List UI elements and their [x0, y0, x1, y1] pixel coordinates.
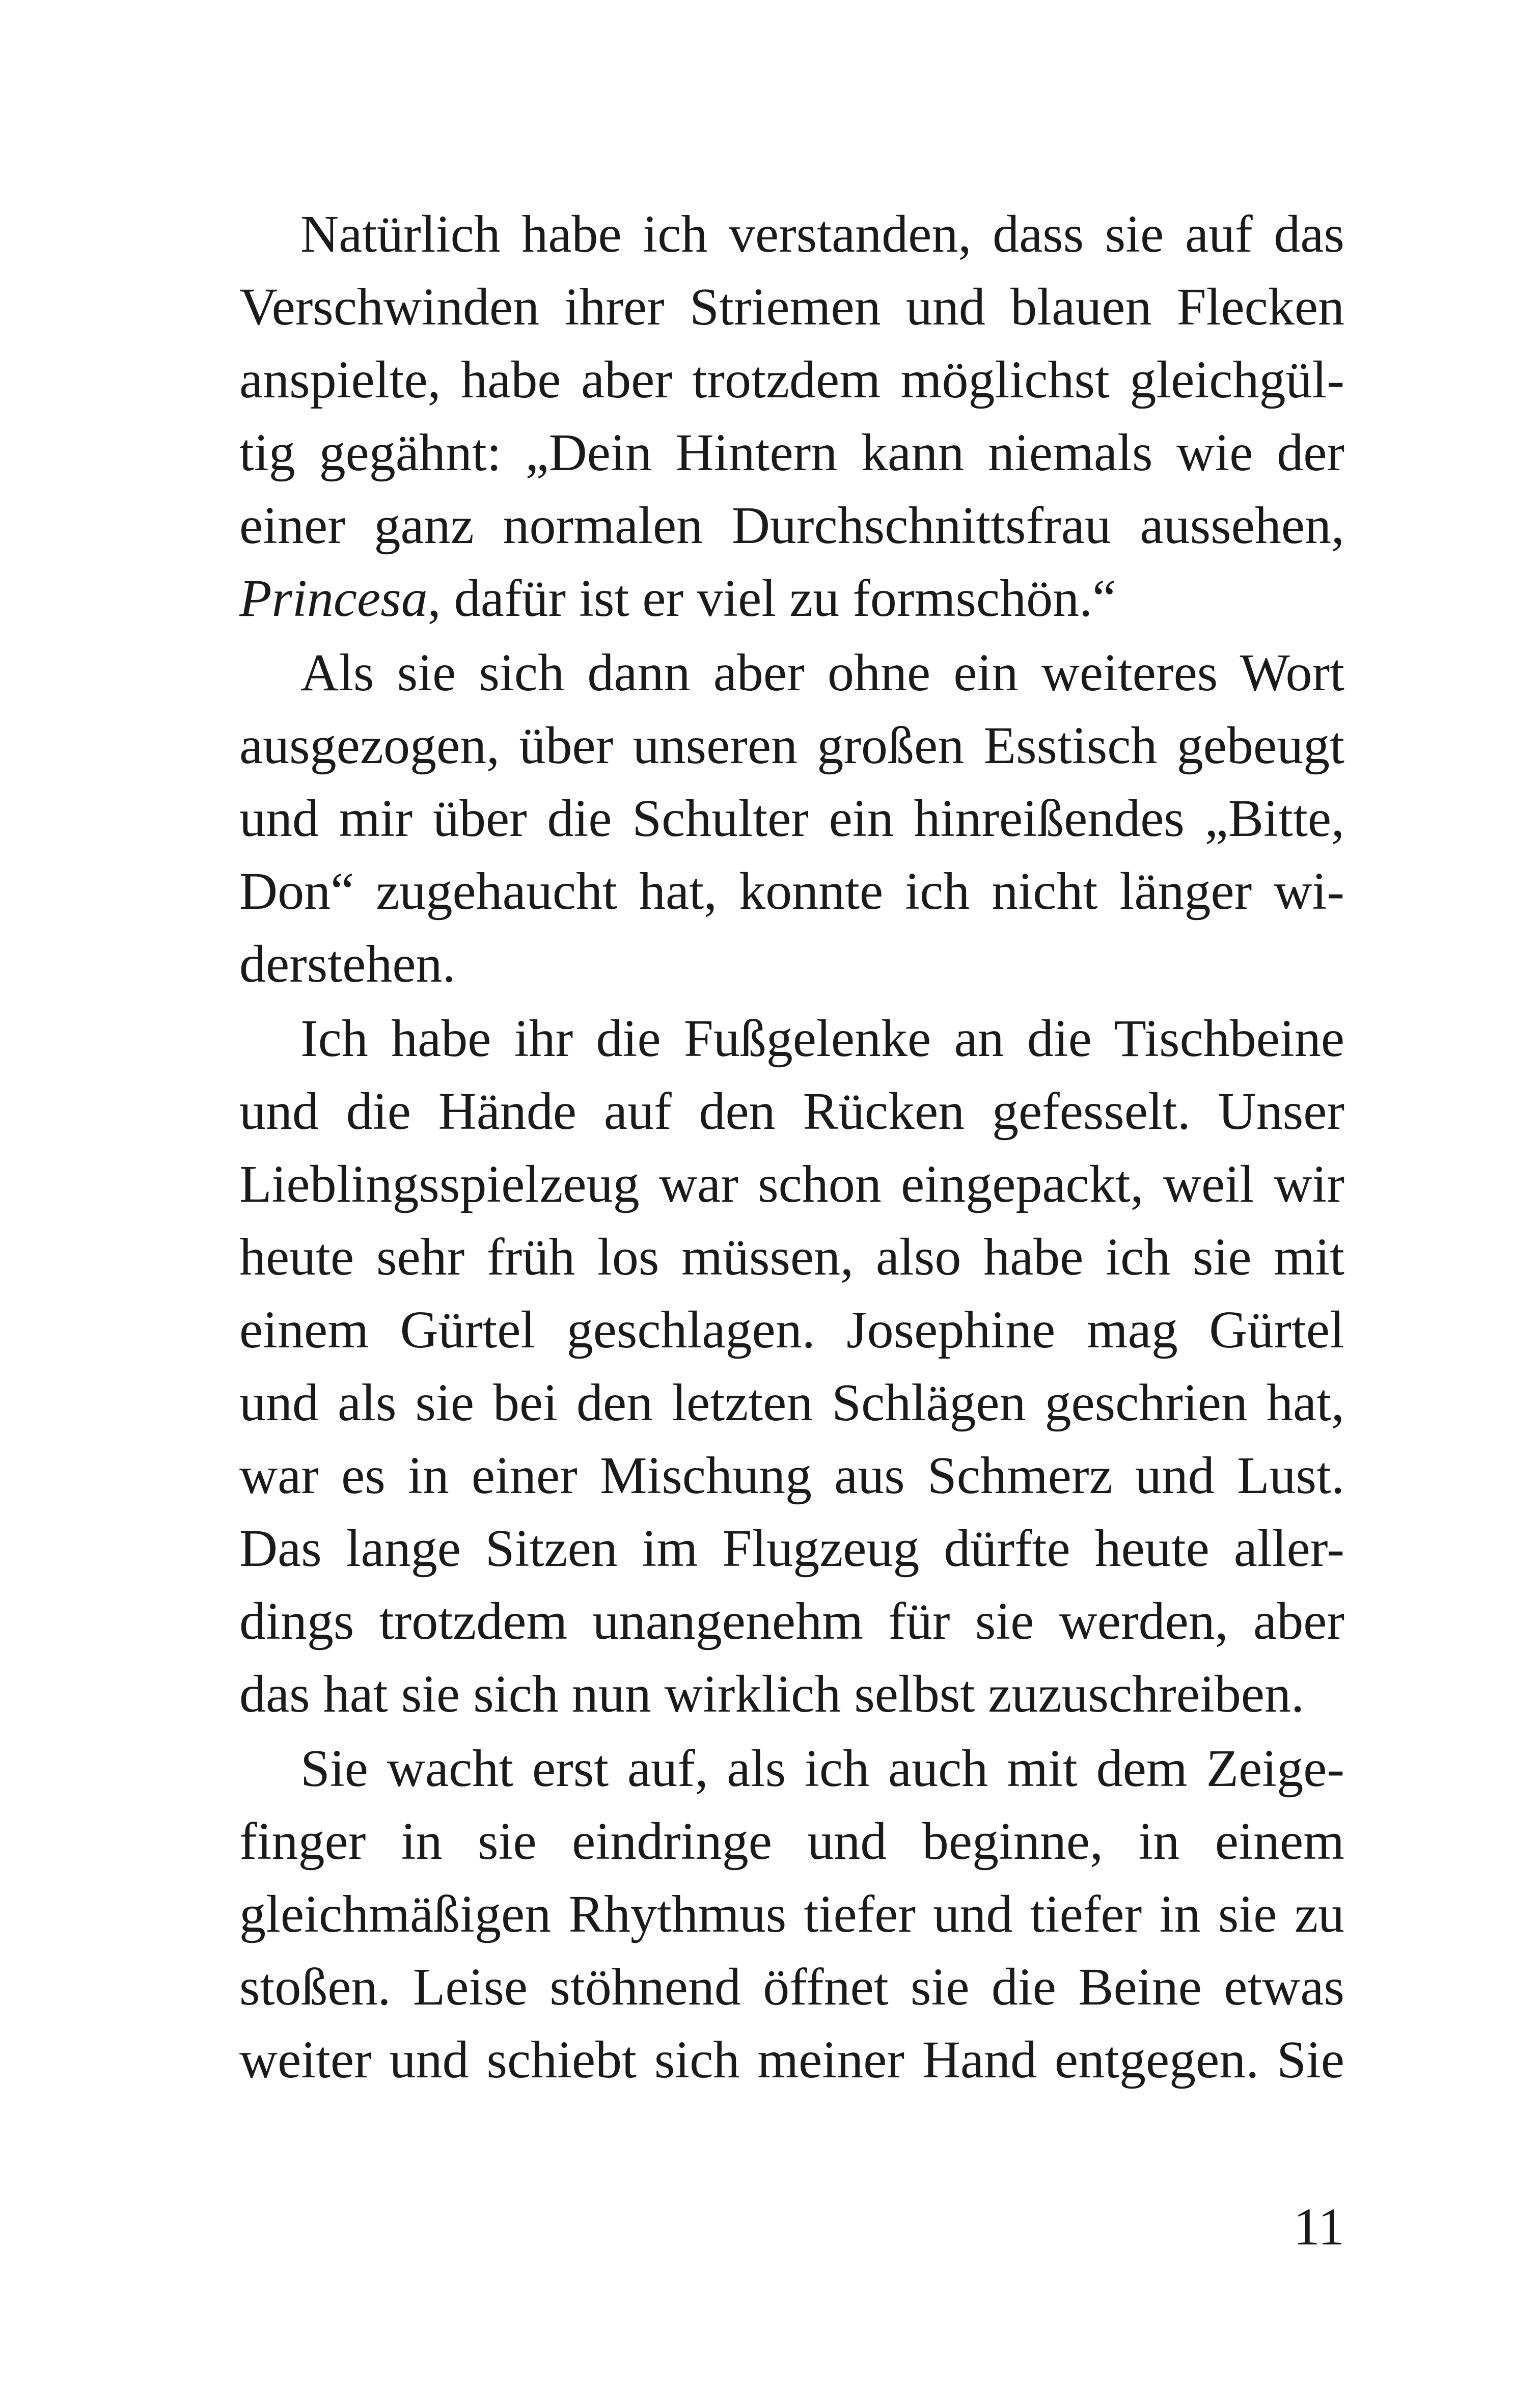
italic-word-princesa: Princesa — [239, 569, 428, 628]
text-line: und mir über die Schulter ein hinreißendes „Bitte, — [239, 789, 1344, 848]
text-line: heute sehr früh los müssen, also habe ich sie mit — [239, 1228, 1344, 1286]
text-line: tig gegähnt: „Dein Hintern kann niemals wie der — [239, 423, 1344, 482]
page-number: 11 — [1293, 2198, 1344, 2256]
text-line: dings trotzdem unangenehm für sie werden, aber — [239, 1592, 1344, 1650]
text-line: Natürlich habe ich verstanden, dass sie auf das — [300, 205, 1344, 263]
text-line: finger in sie eindringe und beginne, in einem — [239, 1812, 1344, 1871]
text-line: gleichmäßigen Rhythmus tiefer und tiefer in sie zu — [239, 1885, 1344, 1943]
text-line: derstehen. — [239, 935, 456, 993]
text-line-rest: , dafür ist er viel zu formschön.“ — [427, 569, 1116, 628]
text-line: und als sie bei den letzten Schlägen geschrien hat, — [239, 1373, 1344, 1432]
text-line: Sie wacht erst auf, als ich auch mit dem Zeige- — [300, 1739, 1344, 1798]
text-line: Als sie sich dann aber ohne ein weiteres Wort — [300, 643, 1344, 702]
text-line: anspielte, habe aber trotzdem möglichst gleichgül- — [239, 350, 1344, 409]
text-line: ausgezogen, über unseren großen Esstisch gebeugt — [239, 716, 1344, 775]
text-line: Don“ zugehaucht hat, konnte ich nicht länger wi- — [239, 862, 1344, 920]
text-line: und die Hände auf den Rücken gefesselt. Unser — [239, 1082, 1344, 1141]
text-line: weiter und schiebt sich meiner Hand entgegen. Sie — [239, 2030, 1344, 2089]
text-line: das hat sie sich nun wirklich selbst zuzuschreiben. — [239, 1665, 1305, 1723]
text-line: Verschwinden ihrer Striemen und blauen Flecken — [239, 278, 1344, 336]
text-line: Ich habe ihr die Fußgelenke an die Tischbeine — [300, 1009, 1344, 1068]
text-line: einem Gürtel geschlagen. Josephine mag Gürtel — [239, 1301, 1344, 1359]
text-line: Das lange Sitzen im Flugzeug dürfte heute aller- — [239, 1519, 1344, 1578]
text-line: Lieblingsspielzeug war schon eingepackt, weil wir — [239, 1155, 1344, 1213]
text-line — [239, 562, 1344, 635]
text-line: stoßen. Leise stöhnend öffnet sie die Beine etwas — [239, 1958, 1344, 2016]
text-line: war es in einer Mischung aus Schmerz und Lust. — [239, 1446, 1344, 1505]
body-text — [239, 198, 1344, 2096]
text-line: einer ganz normalen Durchschnittsfrau aussehen, — [239, 496, 1344, 555]
